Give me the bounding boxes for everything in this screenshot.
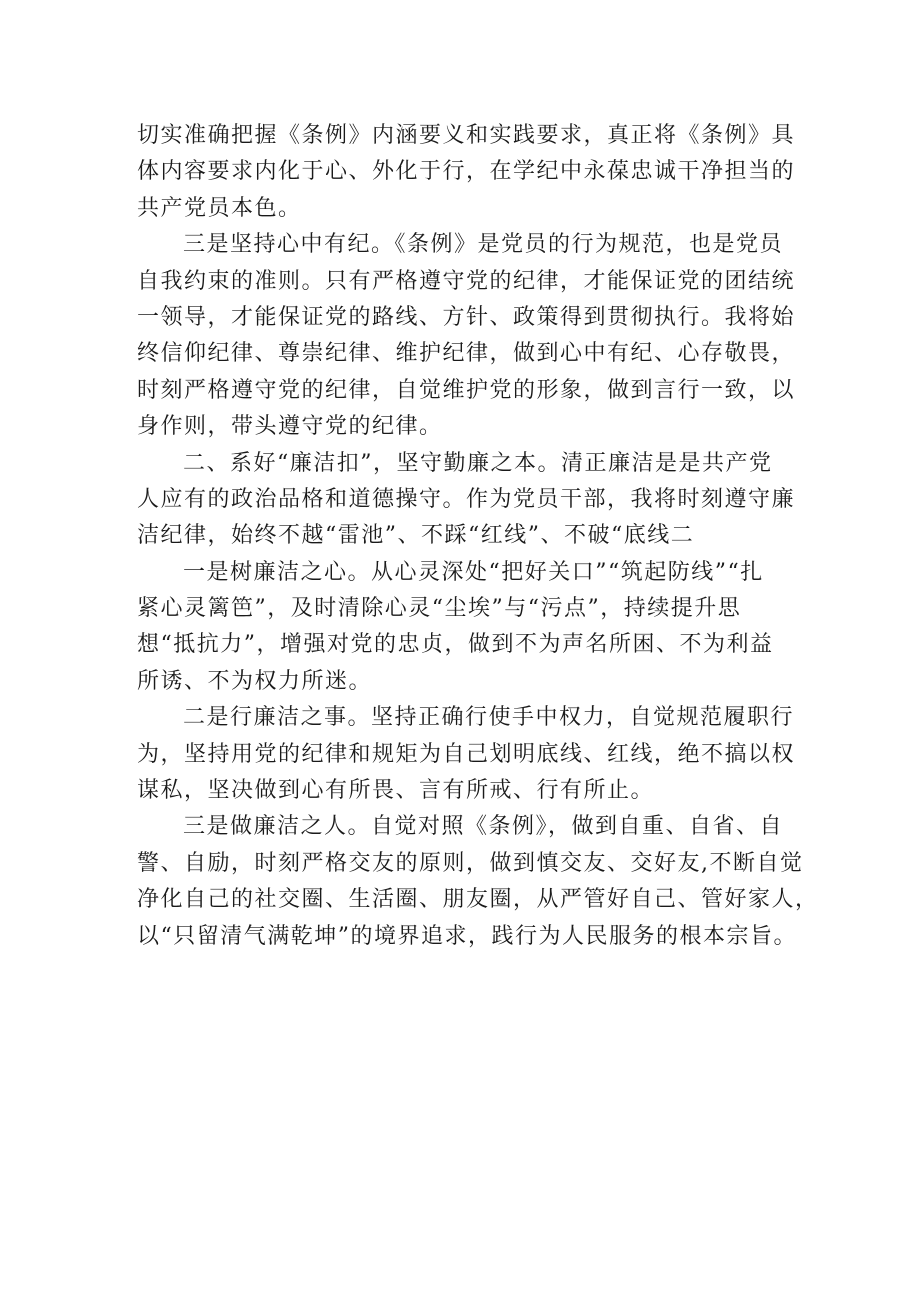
text-line: 净化自己的社交圈、生活圈、朋友圈，从严管好自己、管好家人， (137, 887, 819, 913)
paragraph-6 (137, 809, 819, 955)
paragraph-3 (137, 446, 807, 555)
paragraph-5 (137, 700, 807, 809)
text-line: 为，坚持用党的纪律和规矩为自己划明底线、红线，绝不搞以权 (137, 741, 796, 767)
text-line: 紧心灵篱笆”，及时清除心灵“尘埃”与“污点”，持续提升思 (137, 596, 742, 622)
text-line: 终信仰纪律、尊崇纪律、维护纪律，做到心中有纪、心存敬畏， (137, 341, 796, 367)
text-line: 时刻严格遵守党的纪律，自觉维护党的形象，做到言行一致，以 (137, 377, 796, 403)
text-line: 洁纪律，始终不越“雷池”、不踩“红线”、不破“底线二 (137, 523, 695, 549)
text-line: 人应有的政治品格和道德操守。作为党员干部，我将时刻遵守廉 (137, 486, 796, 512)
paragraph-1 (137, 118, 807, 227)
text-line: 三是坚持心中有纪。《条例》是党员的行为规范，也是党员 (183, 232, 784, 258)
text-line: 一是树廉洁之心。从心灵深处“把好关口”“筑起防线”“扎 (183, 559, 764, 585)
paragraph-4 (137, 555, 807, 701)
text-line: 二、系好“廉洁扣”，坚守勤廉之本。清正廉洁是是共产党 (183, 450, 773, 476)
text-line: 所诱、不为权力所迷。 (137, 668, 373, 694)
text-line: 三是做廉洁之人。自觉对照《条例》，做到自重、自省、自 (183, 814, 784, 840)
text-line: 二是行廉洁之事。坚持正确行使手中权力，自觉规范履职行 (183, 705, 795, 731)
text-line: 谋私，坚决做到心有所畏、言有所戒、行有所止。 (137, 778, 655, 804)
paragraph-2 (137, 227, 807, 445)
text-line: 想“抵抗力”，增强对党的忠贞，做到不为声名所困、不为利益 (137, 632, 774, 658)
text-line: 自我约束的准则。只有严格遵守党的纪律，才能保证党的团结统 (137, 268, 796, 294)
text-line: 一领导，才能保证党的路线、方针、政策得到贯彻执行。我将始 (137, 304, 796, 330)
text-line: 体内容要求内化于心、外化于行，在学纪中永葆忠诚干净担当的 (137, 159, 796, 185)
document-body (137, 118, 819, 955)
text-line: 身作则，带头遵守党的纪律。 (137, 414, 443, 440)
text-line: 共产党员本色。 (137, 195, 302, 221)
text-line: 切实准确把握《条例》内涵要义和实践要求，真正将《条例》具 (137, 123, 796, 148)
text-line: 警、自励，时刻严格交友的原则，做到慎交友、交好友,不断自觉 (137, 850, 804, 876)
text-line: 以“只留清气满乾坤”的境界追求，践行为人民服务的根本宗旨。 (137, 923, 797, 949)
